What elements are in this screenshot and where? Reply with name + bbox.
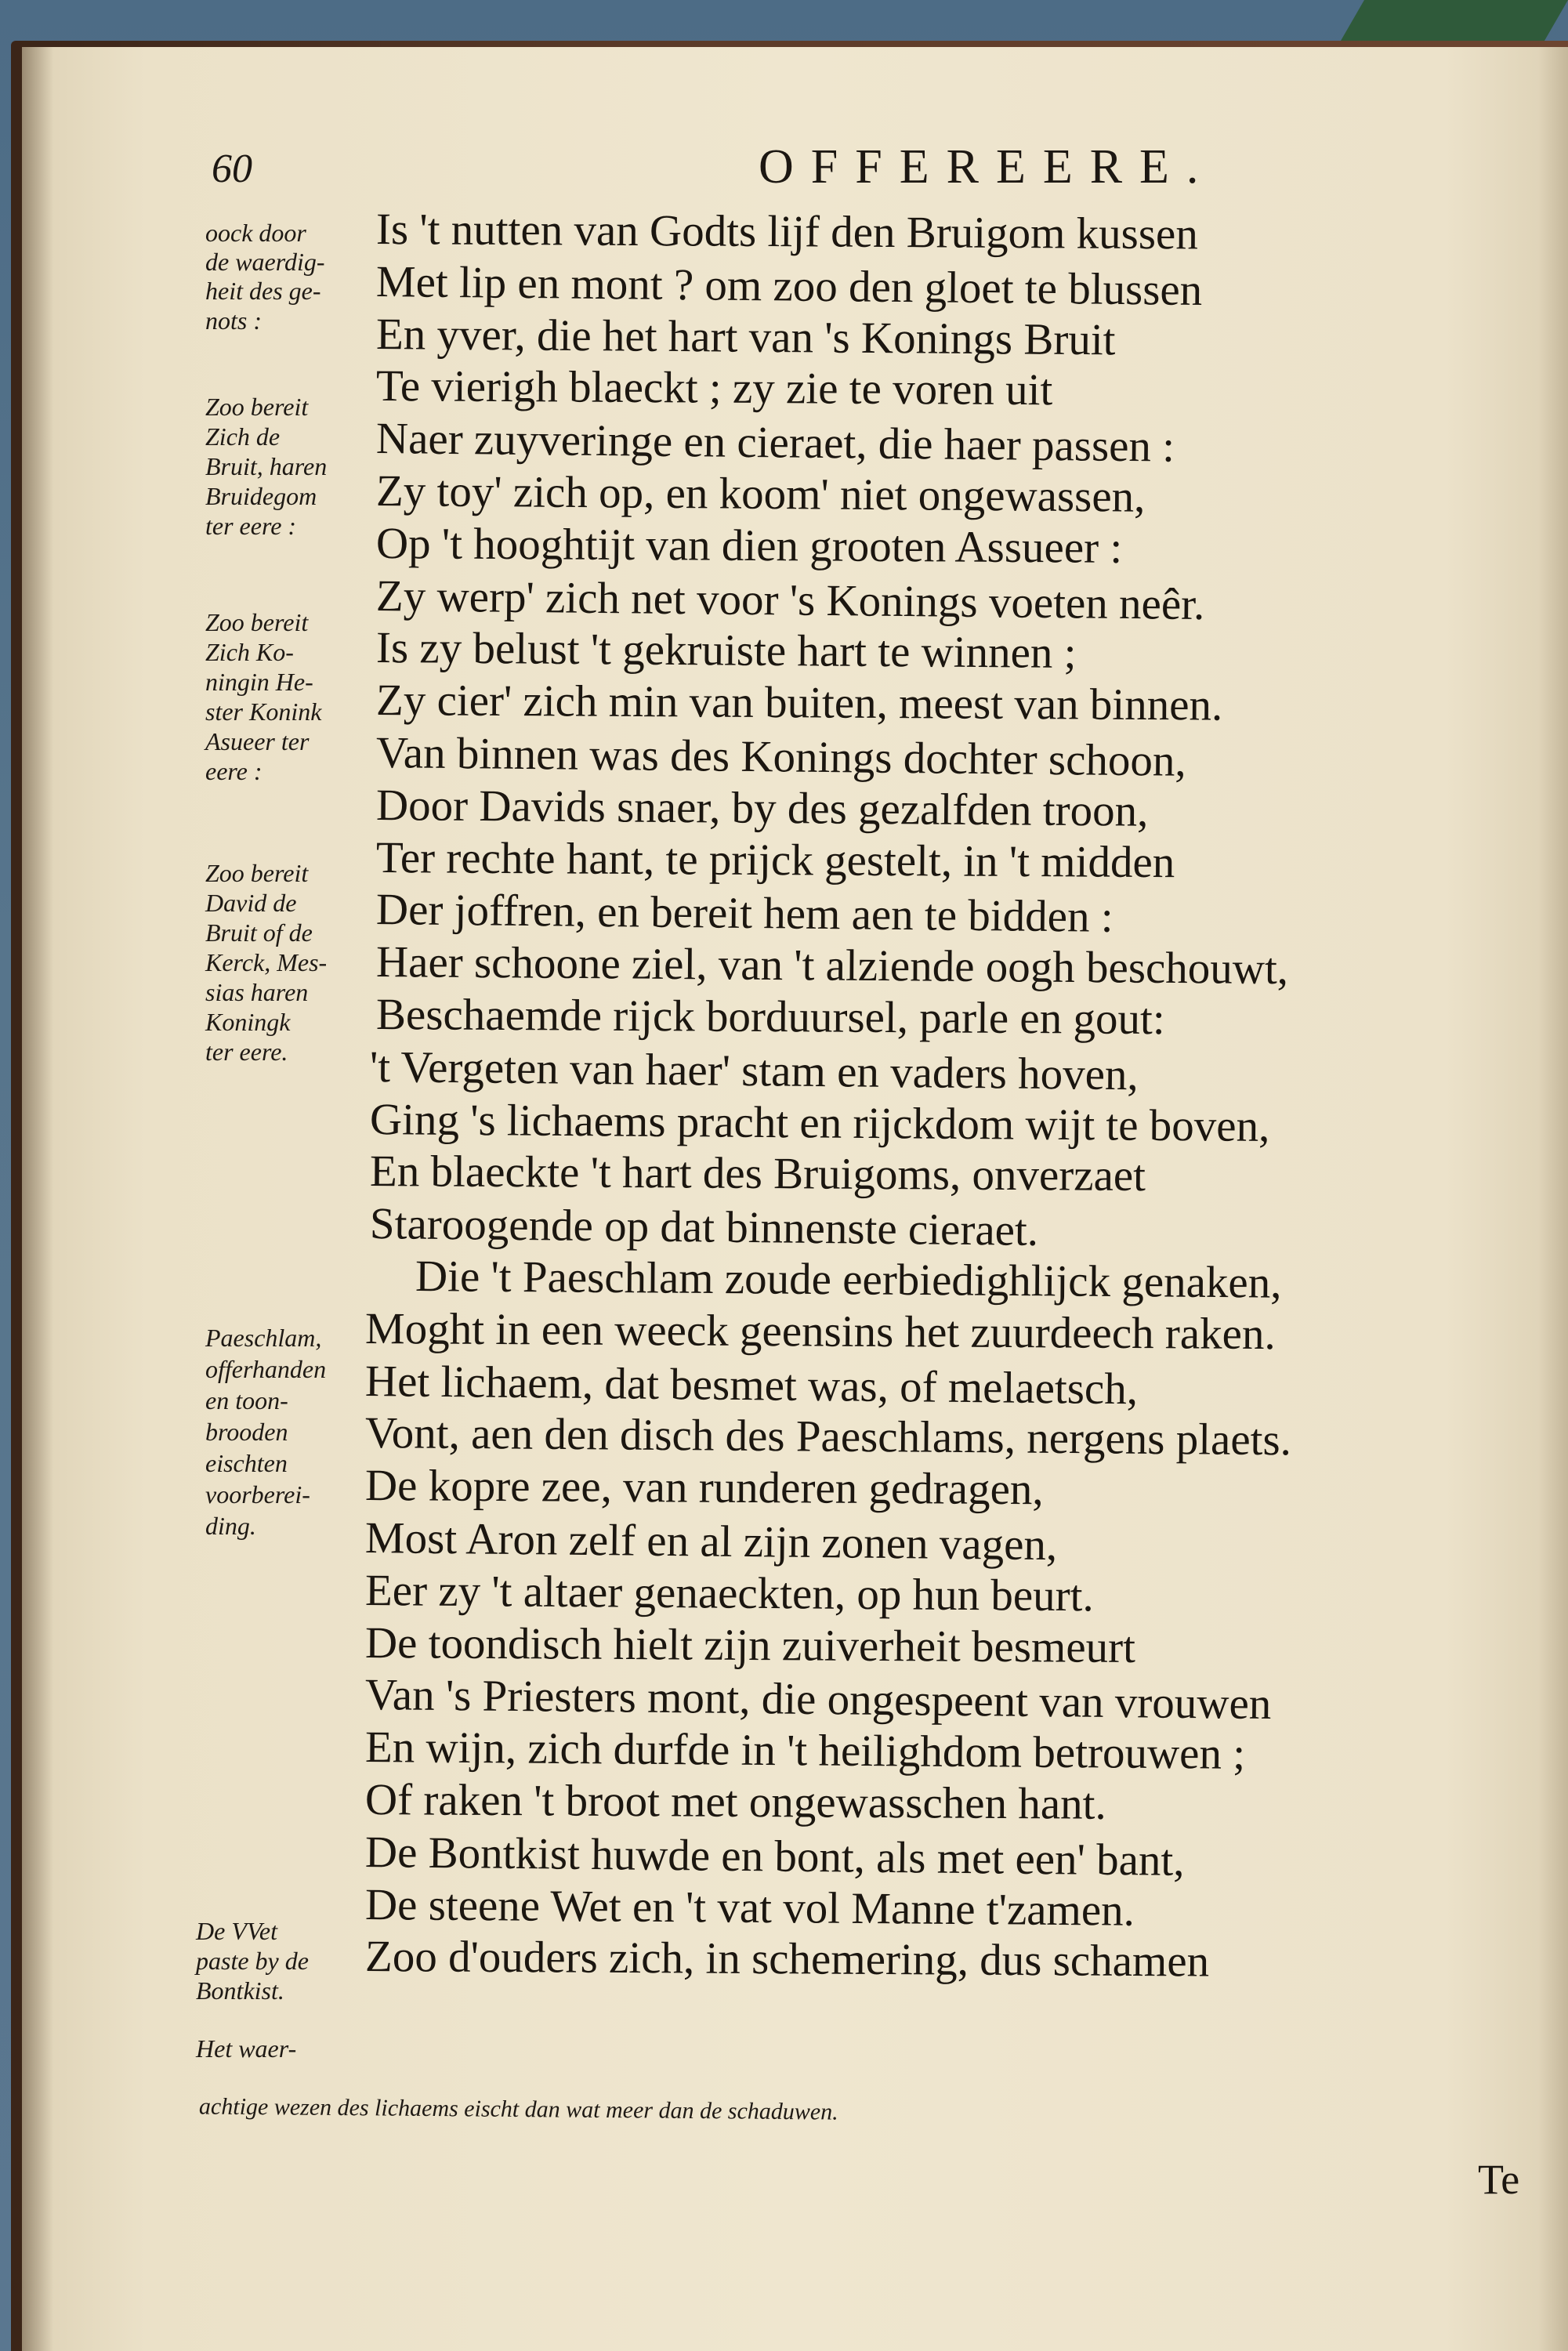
margin-gloss: Asueer ter <box>205 727 310 755</box>
verse-line: En wijn, zich durfde in 't heilighdom betrouwen ; <box>364 1722 1246 1780</box>
verse-line: Vont, aen den disch des Paeschlams, nergens plaets. <box>364 1408 1292 1465</box>
margin-gloss: paste by de <box>196 1947 309 1975</box>
margin-gloss: sias haren <box>205 978 309 1006</box>
margin-gloss: Paeschlam, <box>205 1324 322 1352</box>
margin-gloss: Bruit of de <box>205 918 313 947</box>
margin-gloss: De VVet <box>196 1917 277 1945</box>
book-page <box>22 47 1568 2351</box>
margin-gloss: de waerdig- <box>205 248 325 276</box>
verse-line: Zy werp' zich net voor 's Konings voeten neêr. <box>375 571 1205 629</box>
verse-line: Haer schoone ziel, van 't alziende oogh beschouwt, <box>375 937 1289 994</box>
margin-gloss: brooden <box>205 1418 288 1446</box>
verse-line: Eer zy 't altaer genaeckten, op hun beurt. <box>364 1565 1094 1621</box>
verse-line: Het lichaem, dat besmet was, of melaetsch, <box>364 1356 1139 1414</box>
margin-gloss: heit des ge- <box>205 277 321 305</box>
margin-gloss: voorberei- <box>205 1480 310 1509</box>
verse-line: Door Davids snaer, by des gezalfden troon, <box>375 780 1149 836</box>
bookmark-ribbon <box>1337 0 1568 47</box>
running-head: OFFEREERE. <box>759 140 1216 194</box>
margin-gloss: Zich Ko- <box>205 638 294 666</box>
verse-line: En blaeckte 't hart des Bruigoms, onverzaet <box>369 1147 1146 1201</box>
margin-gloss: Zoo bereit <box>205 393 309 421</box>
margin-gloss: Bontkist. <box>196 1976 284 2005</box>
margin-gloss: nots : <box>205 306 262 335</box>
margin-gloss: Zich de <box>205 422 281 451</box>
verse-line: Zoo d'ouders zich, in schemering, dus schamen <box>364 1932 1210 1987</box>
margin-gloss: ster Konink <box>205 697 322 726</box>
verse-line: De steene Wet en 't vat vol Manne t'zamen. <box>364 1879 1135 1936</box>
verse-line: Der joffren, en bereit hem aen te bidden : <box>375 885 1114 943</box>
verse-line: 't Vergeten van haer' stam en vaders hoven, <box>369 1041 1139 1100</box>
verse-line: Met lip en mont ? om zoo den gloet te blussen <box>375 256 1203 315</box>
margin-gloss: David de <box>205 889 297 917</box>
margin-gloss: Zoo bereit <box>205 859 309 887</box>
margin-gloss: ningin He- <box>205 668 313 696</box>
verse-line: Naer zuyveringe en cieraet, die haer passen : <box>375 414 1175 472</box>
margin-gloss: oock door <box>205 219 306 247</box>
verse-line: Van binnen was des Konings dochter schoon, <box>375 728 1187 786</box>
margin-gloss: eischten <box>205 1449 288 1477</box>
verse-line: Beschaemde rijck borduursel, parle en gout: <box>375 990 1165 1045</box>
margin-gloss: eere : <box>205 757 263 785</box>
verse-line: Ter rechte hant, te prijck gestelt, in 't midden <box>375 832 1175 887</box>
verse-line: Moght in een weeck geensins het zuurdeech raken. <box>364 1303 1276 1359</box>
margin-gloss: Zoo bereit <box>205 608 309 636</box>
catchword: Te <box>1478 2156 1520 2203</box>
page-number: 60 <box>212 147 252 191</box>
margin-gloss: Kerck, Mes- <box>205 948 328 976</box>
verse-line: Te vierigh blaeckt ; zy zie te voren uit <box>375 361 1053 415</box>
verse-line: Is 't nutten van Godts lijf den Bruigom kussen <box>375 205 1199 259</box>
margin-gloss: offerhanden <box>205 1355 327 1383</box>
verse-line: Ging 's lichaems pracht en rijckdom wijt te boven, <box>369 1094 1270 1151</box>
margin-gloss: Bruit, haren <box>205 452 328 480</box>
verse-line: Op 't hooghtijt van dien grooten Assueer : <box>375 518 1123 573</box>
margin-gloss: Koningk <box>205 1008 291 1036</box>
verse-line: Zy toy' zich op, en koom' niet ongewassen, <box>375 466 1146 522</box>
margin-gloss: ter eere. <box>205 1038 288 1066</box>
verse-line: Is zy belust 't gekruiste hart te winnen ; <box>375 623 1077 679</box>
verse-line: En yver, die het hart van 's Konings Bruit <box>375 309 1116 365</box>
verse-line: De kopre zee, van runderen gedragen, <box>364 1461 1044 1515</box>
verse-line: Of raken 't broot met ongewasschen hant. <box>364 1775 1106 1829</box>
margin-gloss: ter eere : <box>205 512 297 540</box>
margin-gloss: en toon- <box>205 1386 288 1415</box>
verse-line: Van 's Priesters mont, die ongespeent van vrouwen <box>364 1670 1272 1730</box>
margin-gloss: ding. <box>205 1512 256 1540</box>
verse-line: Die 't Paeschlam zoude eerbiedighlijck genaken, <box>415 1252 1282 1308</box>
verse-line: De Bontkist huwde en bont, als met een' bant, <box>364 1827 1185 1886</box>
verse-line: Staroogende op dat binnenste cieraet. <box>369 1199 1039 1256</box>
verse-line: Most Aron zelf en al zijn zonen vagen, <box>364 1513 1058 1570</box>
footnote: achtige wezen des lichaems eischt dan wat meer dan de schaduwen. <box>198 2093 838 2125</box>
margin-gloss: Bruidegom <box>205 482 317 510</box>
verse-line: De toondisch hielt zijn zuiverheit besmeurt <box>364 1617 1136 1672</box>
verse-line: Zy cier' zich min van buiten, meest van binnen. <box>375 676 1223 730</box>
margin-gloss: Het waer- <box>196 2034 297 2063</box>
